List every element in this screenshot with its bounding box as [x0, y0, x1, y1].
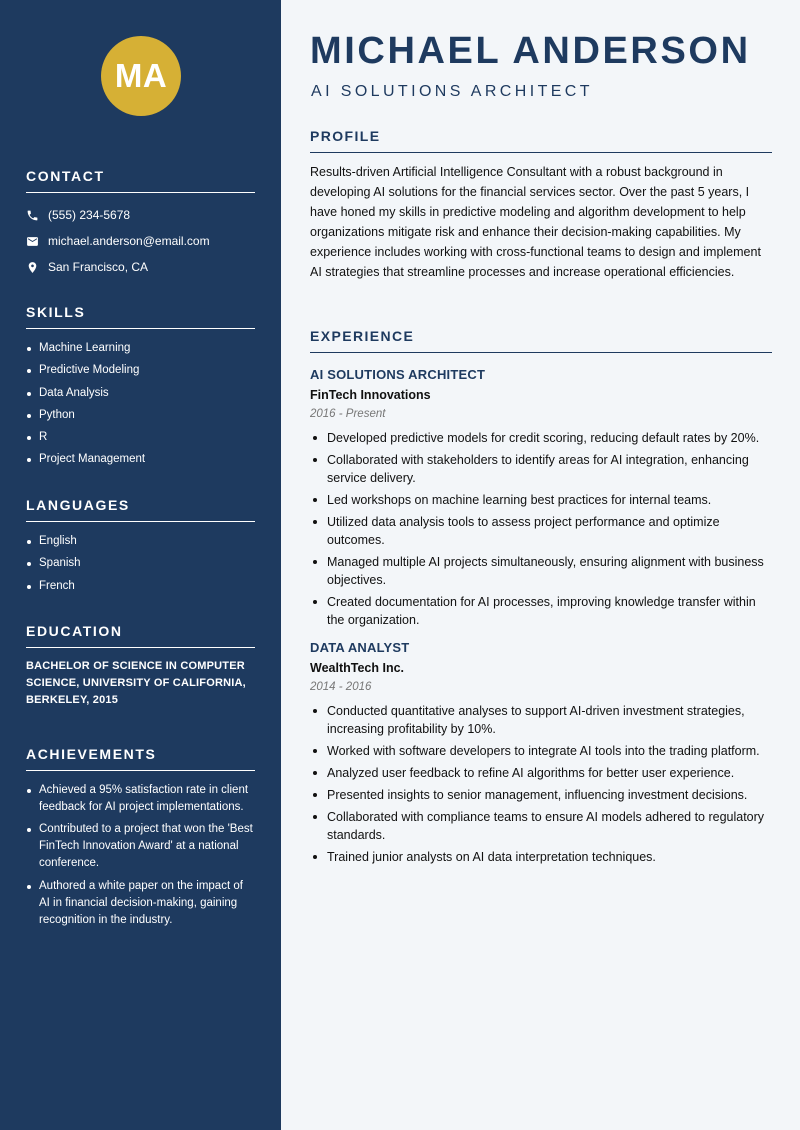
achievements-heading: ACHIEVEMENTS [26, 746, 255, 771]
sidebar [0, 0, 281, 1130]
job-entry [310, 640, 772, 866]
contact-heading: CONTACT [26, 168, 255, 193]
education-heading: EDUCATION [26, 623, 255, 648]
achievement-item: Authored a white paper on the impact of AI in financial decision-making, gaining recognition in the industry. [26, 878, 255, 929]
skills-heading: SKILLS [26, 304, 255, 329]
job-company: WealthTech Inc. [310, 661, 405, 675]
job-bullet: Collaborated with compliance teams to ensure AI models adhered to regulatory standards. [310, 808, 772, 844]
job-bullet: Developed predictive models for credit scoring, reducing default rates by 20%. [310, 429, 772, 447]
skills-section [26, 304, 255, 474]
language-item: English [26, 533, 255, 550]
job-entry [310, 367, 772, 629]
mail-icon [26, 235, 39, 248]
location-text: San Francisco, CA [48, 260, 149, 274]
experience-section [310, 328, 772, 870]
candidate-name: MICHAEL ANDERSON [310, 30, 751, 72]
job-bullets [310, 429, 772, 629]
job-role: AI SOLUTIONS ARCHITECT [310, 367, 486, 382]
achievements-list [26, 782, 255, 929]
skill-item: R [26, 429, 255, 446]
location-pin-icon [26, 261, 39, 274]
job-dates: 2014 - 2016 [310, 681, 372, 693]
phone-text: (555) 234-5678 [48, 208, 131, 222]
job-bullets [310, 702, 772, 866]
education-degree: BACHELOR OF SCIENCE IN COMPUTER SCIENCE, UNIVERSITY OF CALIFORNIA, BERKELEY, 2015 [26, 660, 246, 706]
avatar-initials: MA [101, 36, 181, 116]
profile-heading: PROFILE [310, 128, 772, 153]
job-bullet: Worked with software developers to integrate AI tools into the trading platform. [310, 742, 772, 760]
email-text: michael.anderson@email.com [48, 234, 210, 248]
contact-location [26, 258, 255, 276]
contact-phone [26, 206, 255, 224]
achievements-section [26, 746, 255, 934]
job-bullet: Created documentation for AI processes, improving knowledge transfer within the organization. [310, 593, 772, 629]
job-bullet: Managed multiple AI projects simultaneously, ensuring alignment with business objectives. [310, 553, 772, 589]
job-role: DATA ANALYST [310, 640, 410, 655]
profile-text: Results-driven Artificial Intelligence Consultant with a robust background in developing AI solutions for the financial services sector. Over the past 5 years, I have honed my skills in predictive modeling and algorithm development to help organizations mitigate risk and enhance their decision-making capabilities. My experience includes working with cross-functional teams to design and implement AI strategies that streamline processes and increase operational efficiencies. [310, 165, 761, 279]
job-company: FinTech Innovations [310, 388, 431, 402]
skill-item: Project Management [26, 451, 255, 468]
profile-section [310, 128, 772, 282]
contact-email [26, 232, 255, 250]
education-section [26, 623, 255, 709]
skills-list [26, 340, 255, 468]
skill-item: Predictive Modeling [26, 362, 255, 379]
job-bullet: Presented insights to senior management, influencing investment decisions. [310, 786, 772, 804]
job-bullet: Trained junior analysts on AI data interpretation techniques. [310, 848, 772, 866]
job-bullet: Led workshops on machine learning best practices for internal teams. [310, 491, 772, 509]
skill-item: Data Analysis [26, 385, 255, 402]
languages-section [26, 497, 255, 600]
skill-item: Python [26, 407, 255, 424]
phone-icon [26, 209, 39, 222]
job-bullet: Utilized data analysis tools to assess project performance and optimize outcomes. [310, 513, 772, 549]
language-item: Spanish [26, 555, 255, 572]
job-bullet: Collaborated with stakeholders to identify areas for AI integration, enhancing service delivery. [310, 451, 772, 487]
language-item: French [26, 578, 255, 595]
contact-section [26, 168, 255, 276]
achievement-item: Achieved a 95% satisfaction rate in client feedback for AI project implementations. [26, 782, 255, 816]
achievement-item: Contributed to a project that won the 'Best FinTech Innovation Award' at a national conference. [26, 821, 255, 872]
job-dates: 2016 - Present [310, 408, 386, 420]
candidate-title: AI SOLUTIONS ARCHITECT [311, 83, 593, 100]
experience-heading: EXPERIENCE [310, 328, 772, 353]
languages-list [26, 533, 255, 595]
skill-item: Machine Learning [26, 340, 255, 357]
job-bullet: Analyzed user feedback to refine AI algorithms for better user experience. [310, 764, 772, 782]
job-bullet: Conducted quantitative analyses to support AI-driven investment strategies, increasing profitability by 10%. [310, 702, 772, 738]
languages-heading: LANGUAGES [26, 497, 255, 522]
